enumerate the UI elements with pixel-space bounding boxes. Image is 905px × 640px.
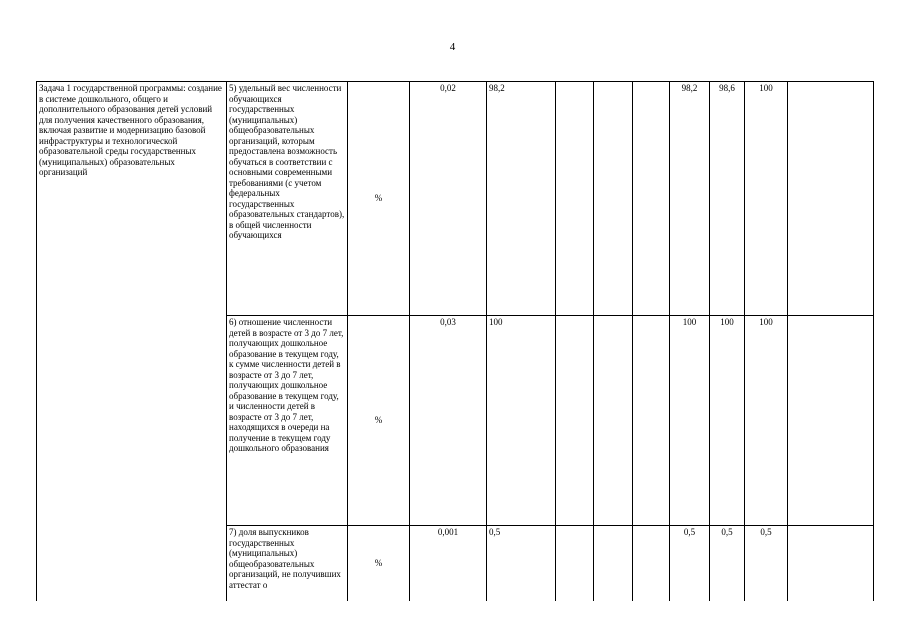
empty-cell [633,526,670,601]
table-row [37,82,874,316]
page-number: 4 [449,41,456,53]
weight-cell: 0,03 [410,316,487,526]
unit-cell: % [348,82,410,316]
value-cell: 100 [670,316,710,526]
empty-cell [594,82,633,316]
empty-cell [594,316,633,526]
indicators-table [36,81,874,601]
indicator-cell: 7) доля выпускников государственных (муниципальных) общеобразовательных организаций, не получивших аттестат о [227,526,348,601]
empty-cell [633,316,670,526]
value-cell: 0,5 [745,526,788,601]
value-cell: 0,5 [670,526,710,601]
base-value-cell: 0,5 [487,526,556,601]
weight-cell: 0,001 [410,526,487,601]
empty-cell [556,82,594,316]
empty-cell [788,526,874,601]
base-value-cell: 98,2 [487,82,556,316]
empty-cell [556,526,594,601]
value-cell: 100 [710,316,745,526]
base-value-cell: 100 [487,316,556,526]
value-cell: 100 [745,316,788,526]
indicator-cell: 6) отношение численности детей в возрасте от 3 до 7 лет, получающих дошкольное образование в текущем году, к сумме численности детей в возрасте от 3 до 7 лет, получающих дошкольное образование в текущем году, и численности детей в возрасте от 3 до 7 лет, находящихся в очереди на получение в текущем году дошкольного образования [227,316,348,526]
value-cell: 98,2 [670,82,710,316]
value-cell: 100 [745,82,788,316]
weight-cell: 0,02 [410,82,487,316]
empty-cell [788,316,874,526]
unit-cell: % [348,526,410,601]
value-cell: 98,6 [710,82,745,316]
unit-cell: % [348,316,410,526]
value-cell: 0,5 [710,526,745,601]
indicator-cell: 5) удельный вес численности обучающихся государственных (муниципальных) общеобразовательных организаций, которым предоставлена возможность обучаться в соответствии с основными современными требованиями (с учетом федеральных государственных образовательных стандартов), в общей численности обучающихся [227,82,348,316]
empty-cell [788,82,874,316]
empty-cell [633,82,670,316]
empty-cell [556,316,594,526]
task-cell: Задача 1 государственной программы: создание в системе дошкольного, общего и дополнительного образования детей условий для получения качественного образования, включая развитие и модернизацию базовой инфраструктуры и технологической образовательной среды государственных (муниципальных) образовательных организаций [37,82,227,601]
empty-cell [594,526,633,601]
